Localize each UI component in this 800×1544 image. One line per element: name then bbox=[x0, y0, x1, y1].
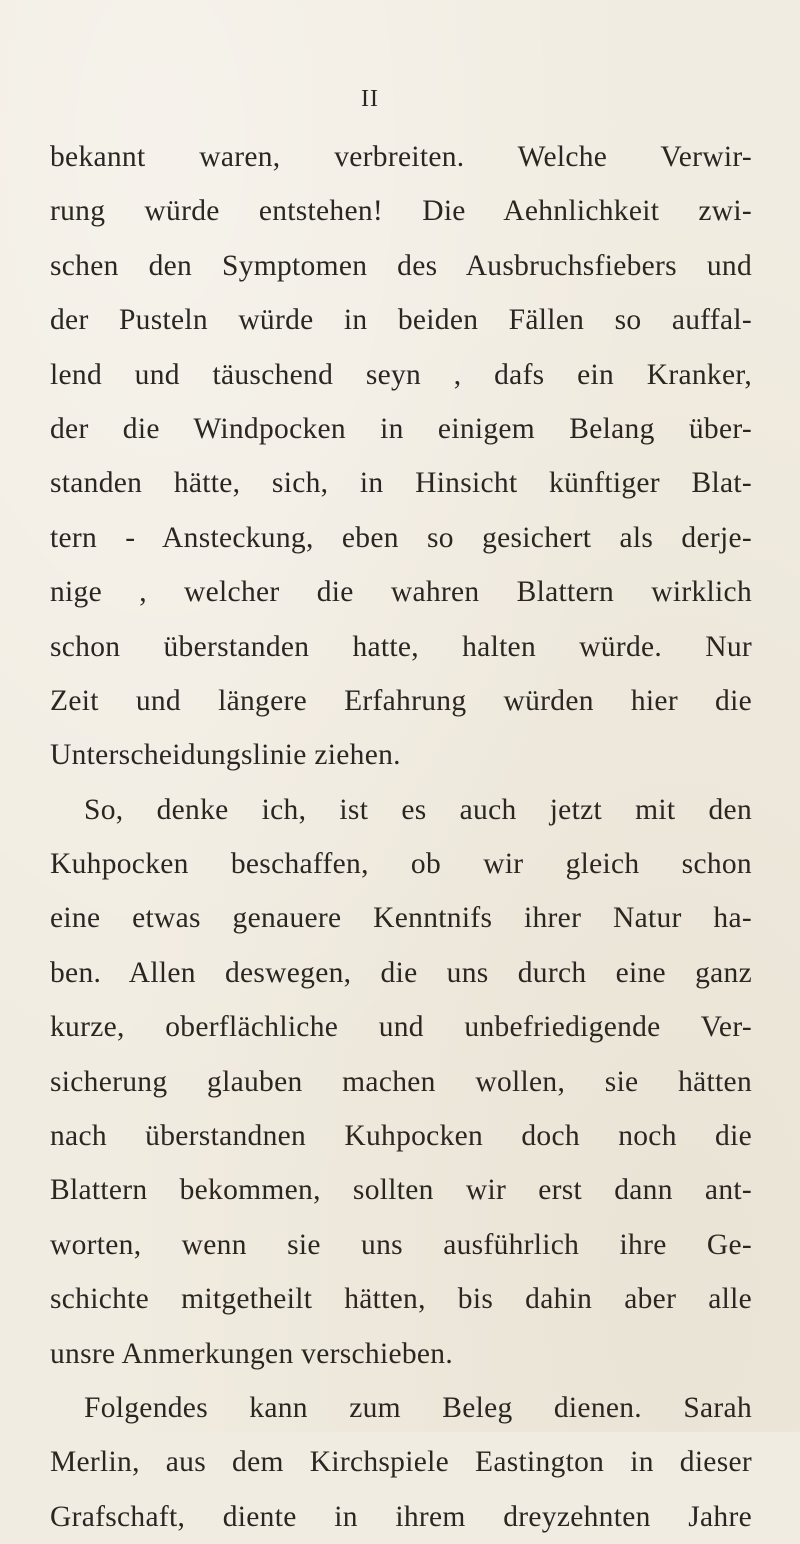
text-line: Unterscheidungslinie ziehen. bbox=[50, 739, 401, 772]
text-line: Blattern bekommen, sollten wir erst dann ant- bbox=[50, 1174, 752, 1207]
text-line: ben. Allen deswegen, die uns durch eine ganz bbox=[50, 956, 752, 989]
text-line: unsre Anmerkungen verschieben. bbox=[50, 1337, 454, 1370]
text-line: tern - Ansteckung, eben so gesichert als derje- bbox=[50, 521, 752, 554]
text-line: nach überstandnen Kuhpocken doch noch die bbox=[50, 1120, 752, 1153]
text-line: sicherung glauben machen wollen, sie hätten bbox=[50, 1065, 752, 1098]
text-line: der die Windpocken in einigem Belang über- bbox=[50, 412, 752, 445]
text-line: worten, wenn sie uns ausführlich ihre Ge- bbox=[50, 1228, 752, 1261]
text-line: der Pusteln würde in beiden Fällen so auffal- bbox=[50, 304, 752, 337]
paragraph-1 bbox=[50, 130, 752, 783]
text-line: Merlin, aus dem Kirchspiele Eastington in dieser bbox=[50, 1446, 752, 1479]
text-line: eine etwas genauere Kenntnifs ihrer Natur ha- bbox=[50, 902, 752, 935]
body-text bbox=[50, 130, 752, 1544]
text-line: Grafschaft, diente in ihrem dreyzehnten Jahre bbox=[50, 1500, 752, 1533]
text-line: nige , welcher die wahren Blattern wirklich bbox=[50, 576, 752, 609]
text-line: schon überstanden hatte, halten würde. Nur bbox=[50, 630, 752, 663]
text-line: schichte mitgetheilt hätten, bis dahin aber alle bbox=[50, 1283, 752, 1316]
text-line: bekannt waren, verbreiten. Welche Verwir- bbox=[50, 141, 752, 173]
text-line: schen den Symptomen des Ausbruchsfiebers und bbox=[50, 249, 752, 282]
text-line: Kuhpocken beschaffen, ob wir gleich schon bbox=[50, 848, 752, 881]
text-line: So, denke ich, ist es auch jetzt mit den bbox=[84, 793, 752, 826]
text-line: rung würde entstehen! Die Aehnlichkeit zwi- bbox=[50, 195, 752, 228]
text-line: Folgendes kann zum Beleg dienen. Sarah bbox=[84, 1391, 752, 1424]
text-line: standen hätte, sich, in Hinsicht künftiger Blat- bbox=[50, 467, 752, 500]
text-line: lend und täuschend seyn , dafs ein Kranker, bbox=[50, 358, 752, 391]
text-line: kurze, oberflächliche und unbefriedigende Ver- bbox=[50, 1011, 752, 1044]
paragraph-3 bbox=[50, 1381, 752, 1544]
paragraph-2 bbox=[50, 783, 752, 1381]
page-number: II bbox=[361, 86, 379, 112]
text-line: Zeit und längere Erfahrung würden hier die bbox=[50, 684, 752, 717]
